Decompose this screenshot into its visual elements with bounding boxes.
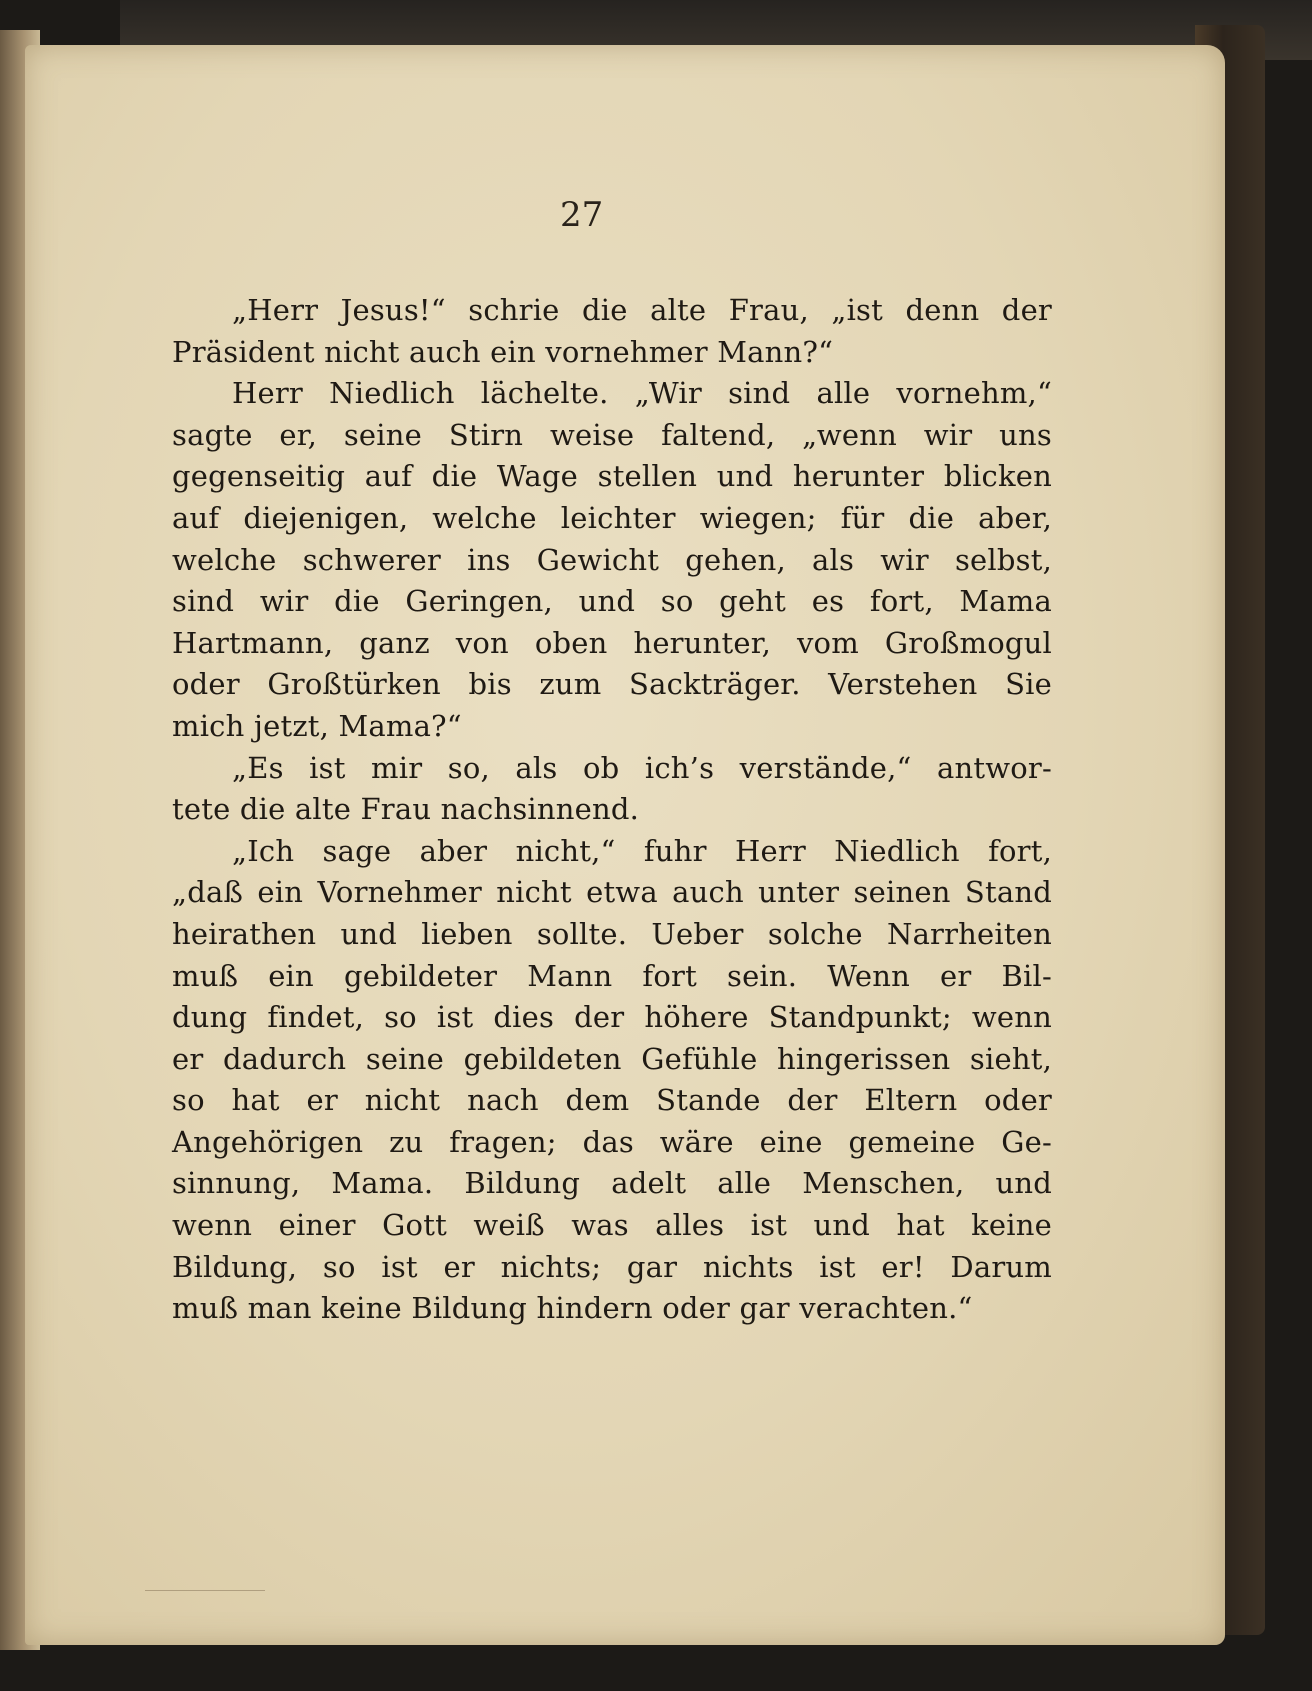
text-line: welche schwerer ins Gewicht gehen, als wir selbst, [172,542,1052,577]
text-line: „Herr Jesus!“ schrie die alte Frau, „ist denn der [232,293,1052,327]
text-line: „daß ein Vornehmer nicht etwa auch unter seinen Stand [172,875,1052,910]
page-body-text [172,290,1052,1330]
text-line: „Ich sage aber nicht,“ fuhr Herr Niedlich fort, [232,833,1052,868]
text-line: tete die alte Frau nachsinnend. [172,792,640,827]
text-line: auf diejenigen, welche leichter wiegen; für die aber, [172,500,1052,535]
text-line: mich jetzt, Mama?“ [172,708,462,743]
text-line: Präsident nicht auch ein vornehmer Mann?“ [172,334,834,369]
text-line: wenn einer Gott weiß was alles ist und hat keine [172,1208,1052,1243]
text-line: er dadurch seine gebildeten Gefühle hingerissen sieht, [172,1041,1052,1076]
text-line: dung findet, so ist dies der höhere Standpunkt; wenn [172,1000,1052,1035]
text-line: sagte er, seine Stirn weise faltend, „wenn wir uns [172,417,1052,452]
text-line: muß man keine Bildung hindern oder gar verachten.“ [172,1291,973,1326]
text-line: „Es ist mir so, als ob ich’s verstände,“ antwor- [232,750,1052,785]
page-number: 27 [560,195,604,235]
text-line: muß ein gebildeter Mann fort sein. Wenn er Bil- [172,958,1052,993]
text-line: heirathen und lieben sollte. Ueber solche Narrheiten [172,916,1052,951]
text-line: Bildung, so ist er nichts; gar nichts ist er! Darum [172,1249,1052,1284]
text-line: gegenseitig auf die Wage stellen und herunter blicken [172,459,1052,494]
text-line: sind wir die Geringen, und so geht es fort, Mama [172,584,1052,619]
text-line: sinnung, Mama. Bildung adelt alle Menschen, und [172,1166,1052,1201]
page-corner-crease [145,1590,265,1641]
text-line: Angehörigen zu fragen; das wäre eine gemeine Ge- [172,1124,1052,1159]
text-line: so hat er nicht nach dem Stande der Eltern oder [172,1083,1052,1118]
text-line: Hartmann, ganz von oben herunter, vom Großmogul [172,625,1052,660]
text-line: oder Großtürken bis zum Sackträger. Verstehen Sie [172,667,1052,702]
text-line: Herr Niedlich lächelte. „Wir sind alle vornehm,“ [232,376,1052,411]
